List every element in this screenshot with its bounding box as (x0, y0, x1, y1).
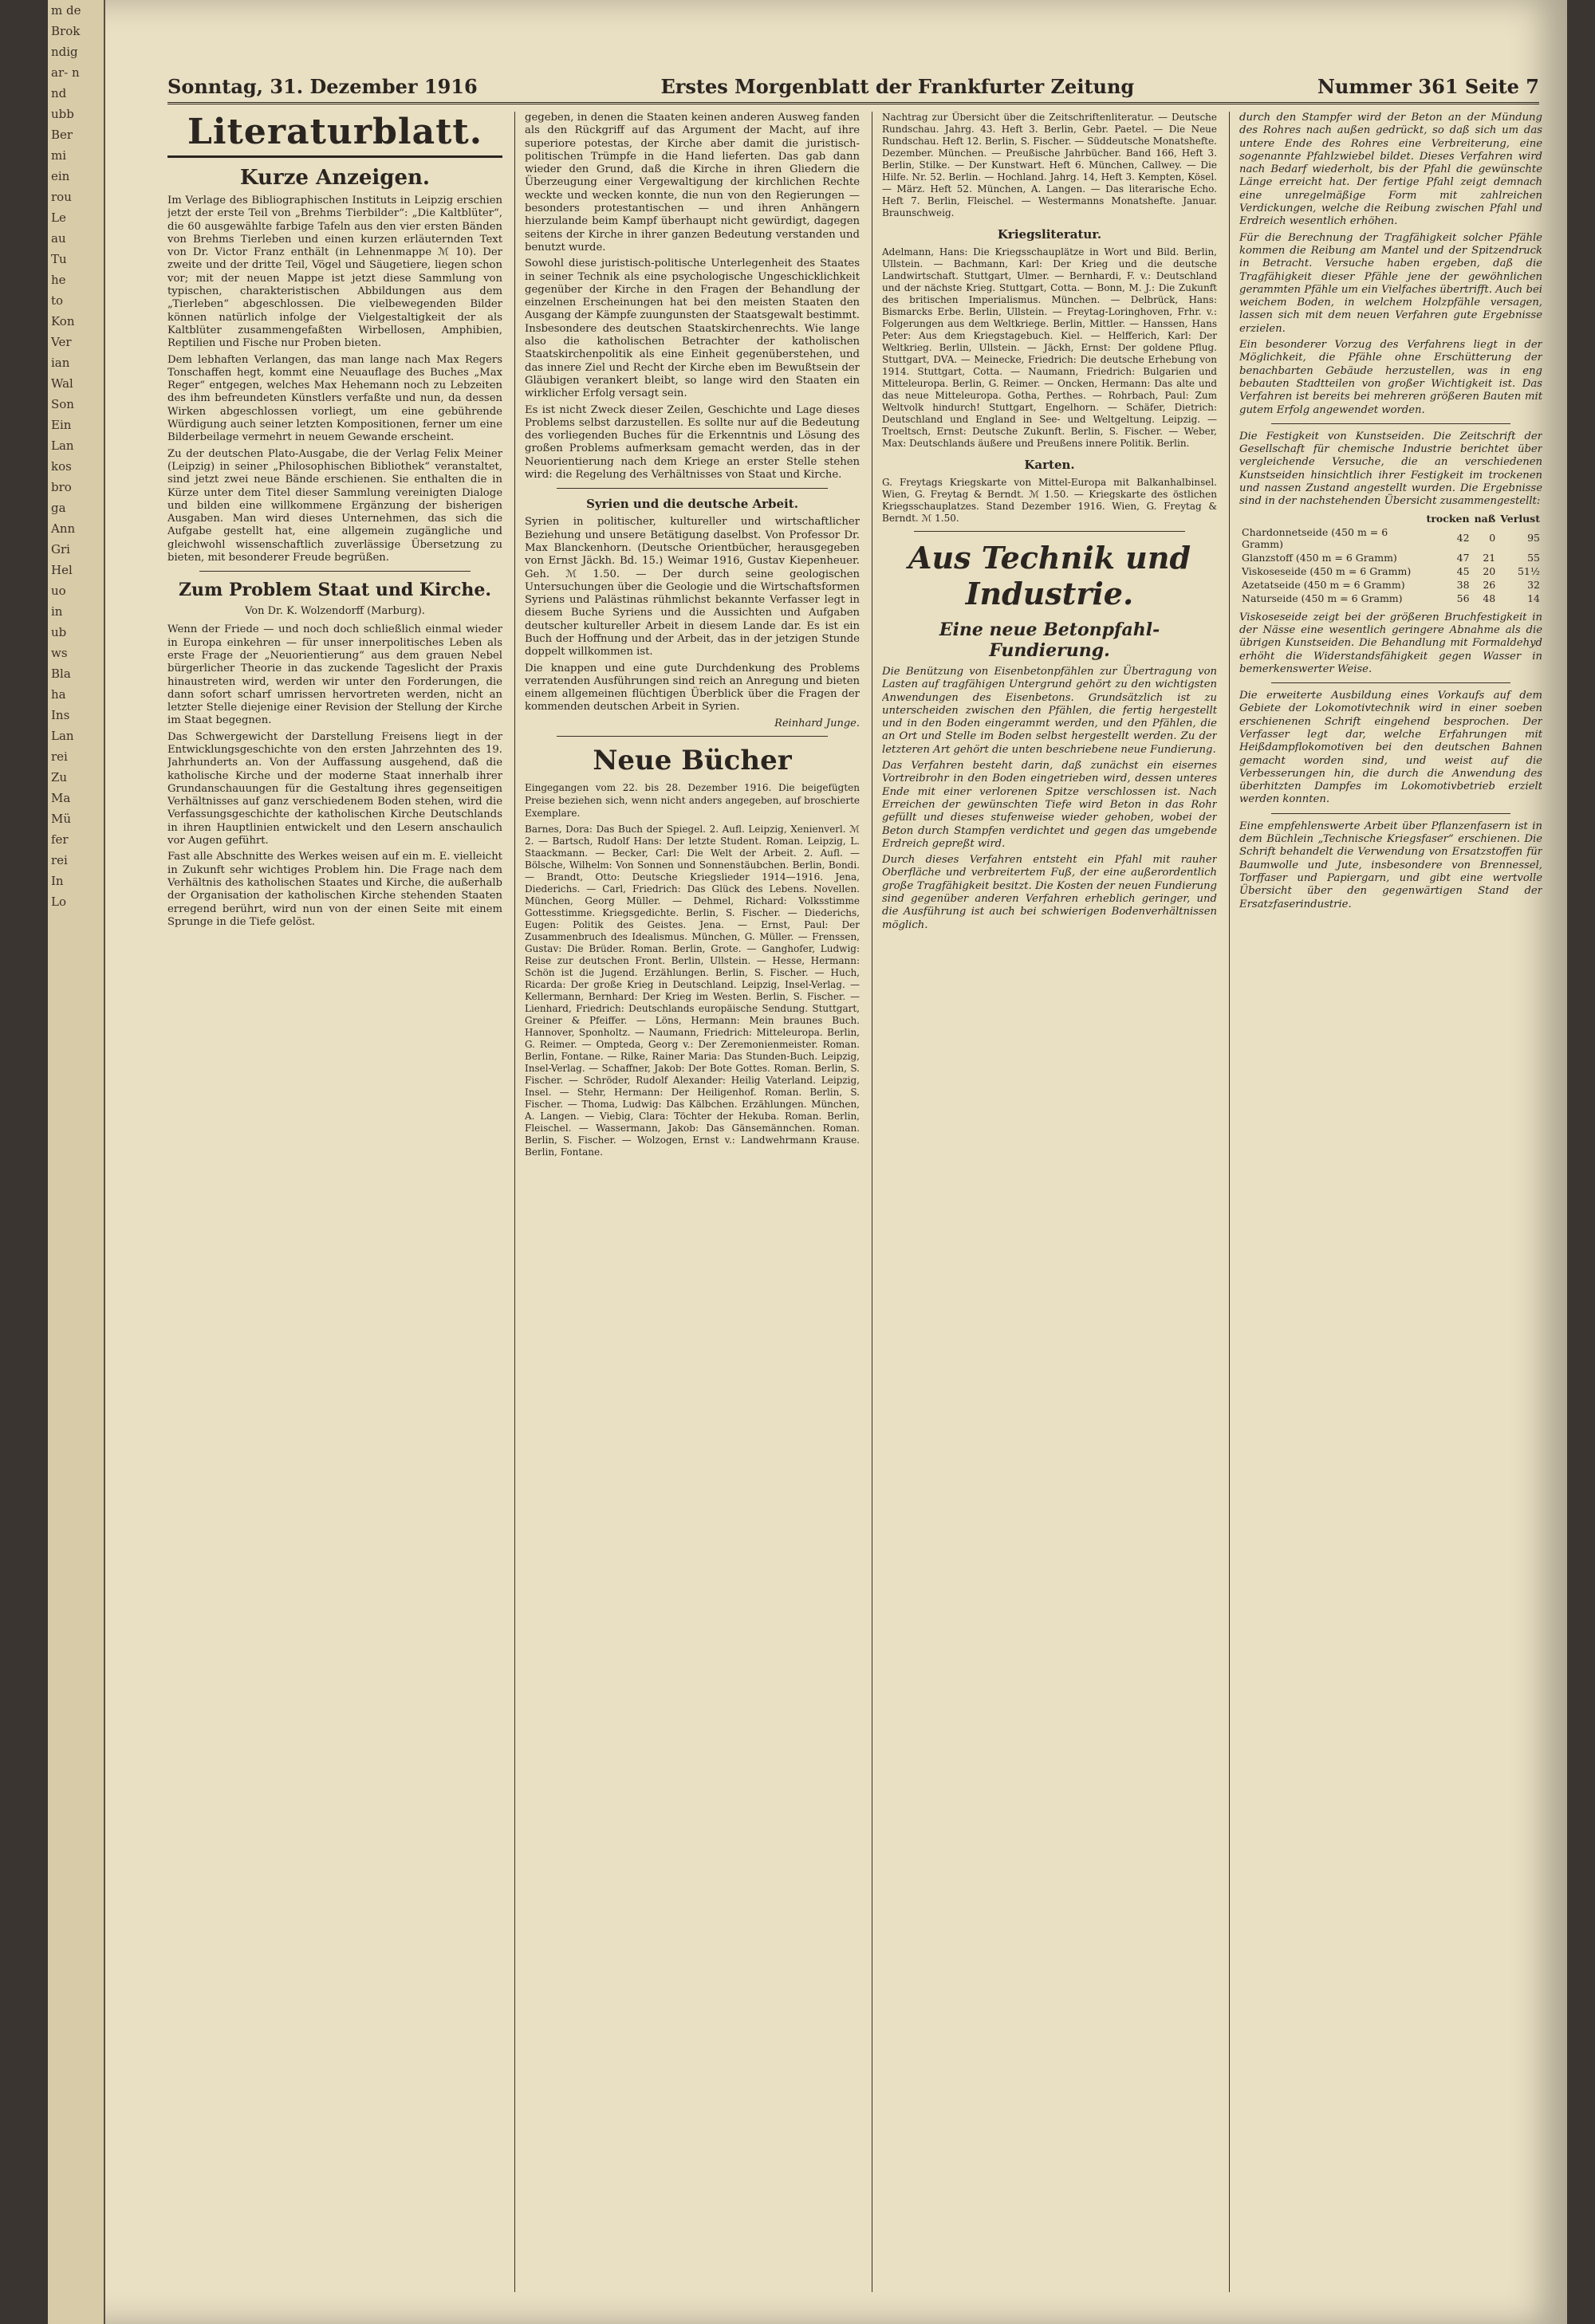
edge-text-fragment: Lan (51, 438, 74, 453)
table-cell: 51½ (1517, 564, 1540, 577)
table-row (1239, 564, 1542, 578)
table-row (1239, 551, 1542, 564)
edge-text-fragment: Ma (51, 791, 71, 805)
article-paragraph: Durch dieses Verfahren entsteht ein Pfahl mit rauher Oberfläche und verbreitertem Fuß, der eine außerordentlich große Tragfähigkeit besitzt. Die Kosten der neuen Fundierung sind gegenüber anderen Verfahren erheblich geringer, und die Ausführung ist auch bei schwierigen Bodenverhältnissen möglich. (882, 854, 1217, 931)
article-paragraph: Die Festigkeit von Kunstseiden. Die Zeitschrift der Gesellschaft für chemische Industrie berichtet über vergleichende Versuche, die an verschiedenen Kunstseiden hinsichtlich ihrer Festigkeit im trockenen und nassen Zustand angestellt wurden. Die Ergebnisse sind in der nachstehenden Übersicht zusammengestellt: (1239, 430, 1542, 508)
edge-text-fragment: uo (51, 584, 66, 598)
table-row (1239, 578, 1542, 592)
divider (1271, 423, 1510, 424)
heading-technik-industrie: Aus Technik und Industrie. (908, 540, 1191, 611)
article-paragraph: Ein besonderer Vorzug des Verfahrens liegt in der Möglichkeit, die Pfähle ohne Erschütterung der benachbarten Gebäude herzustellen, was in eng bebauten Stadtteilen von großer Wichtigkeit ist. Das Verfahren ist bereits bei mehreren größeren Bauten mit gutem Erfolg angewendet worden. (1239, 339, 1542, 416)
edge-text-fragment: Ber (51, 128, 73, 142)
edge-text-fragment: Wal (51, 376, 73, 391)
heading-betonpfahl: Eine neue Betonpfahl-Fundierung. (939, 619, 1160, 661)
table-cell: 56 (1456, 592, 1470, 604)
edge-text-fragment: Hel (51, 563, 73, 577)
article-paragraph: Fast alle Abschnitte des Werkes weisen auf ein m. E. vielleicht in Zukunft sehr wichtiges Problem hin. Die Frage nach dem Verhältnis des katholischen Staates und Kirche, die außerhalb der Organisation der katholischen Kirche stehenden Staaten erregend berührt, wird nun von der einen Seite mit einem Sprunge in die Tiefe gelöst. (167, 851, 502, 928)
karten-list: G. Freytags Kriegskarte von Mittel-Europa mit Balkanhalbinsel. Wien, G. Freytag & Berndt. ℳ 1.50. — Kriegskarte des östlichen Kriegsschauplatzes. Stand Dezember 1916. Wien, G. Freytag & Berndt. ℳ 1.50. (882, 477, 1217, 524)
column-3 (882, 112, 1217, 2292)
edge-text-fragment: au (51, 231, 66, 246)
article-paragraph: durch den Stampfer wird der Beton an der Mündung des Rohres nach außen gedrückt, so daß sich um das untere Ende des Rohres eine Verbreiterung, eine sogenannte Pfahlzwiebel bildet. Dieses Verfahren wird nach Bedarf wiederholt, bis der Pfahl die gewünschte Länge erreicht hat. Der fertige Pfahl zeigt demnach eine unregelmäßige Form mit zahlreichen Verdickungen, welche die Reibung zwischen Pfahl und Erdreich wesentlich erhöhen. (1239, 112, 1542, 228)
header-issue: Nummer 361 Seite 7 (1317, 74, 1539, 98)
table-row (1239, 592, 1542, 605)
table-cell: 21 (1483, 551, 1496, 564)
zeitschriften-list: Nachtrag zur Übersicht über die Zeitschriftenliteratur. — Deutsche Rundschau. Jahrg. 43. Heft 3. Berlin, Gebr. Paetel. — Die Neue Rundschau. Heft 12. Berlin, S. Fischer. — Süddeutsche Monatshefte. Dezember. München. — Preußische Jahrbücher. Band 166, Heft 3. Berlin, Stilke. — Der Kunstwart. Heft 6. München, Callwey. — Die Hilfe. Nr. 52. Berlin. — Hochland. Jahrg. 14, Heft 3. Kempten, Kösel. — März. Heft 52. München, A. Langen. — Das literarische Echo. Heft 7. Berlin, Fleischel. — Westermanns Monatshefte. Januar. Braunschweig. (882, 112, 1217, 218)
kriegsliteratur-list: Adelmann, Hans: Die Kriegsschauplätze in Wort und Bild. Berlin, Ullstein. — Bachmann, Karl: Der Krieg und die deutsche Landwirtschaft. Stuttgart, Ulmer. — Bernhardi, F. v.: Deutschland und der nächste Krieg. Stuttgart, Cotta. — Bonn, M. J.: Die Zukunft des britischen Imperialismus. München. — Delbrück, Hans: Bismarcks Erbe. Berlin, Ullstein. — Freytag-Loringhoven, Frhr. v.: Folgerungen aus dem Weltkriege. Berlin, Mittler. — Hanssen, Hans Peter: Aus dem Kriegstagebuch. Kiel. — Helfferich, Karl: Der Weltkrieg. Berlin, Ullstein. — Jäckh, Ernst: Der goldene Pflug. Stuttgart, DVA. — Meinecke, Friedrich: Die deutsche Erhebung von 1914. Stuttgart, Cotta. — Naumann, Friedrich: Bulgarien und Mitteleuropa. Berlin, G. Reimer. — Oncken, Hermann: Das alte und das neue Mitteleuropa. Gotha, Perthes. — Rohrbach, Paul: Zum Weltvolk hindurch! Stuttgart, Engelhorn. — Schäfer, Dietrich: Deutschland und England in See- und Weltgeltung. Leipzig. — Troeltsch, Ernst: Deutsche Zukunft. Berlin, S. Fischer. — Weber, Max: Deutschlands äußere und Preußens innere Politik. Berlin. (882, 246, 1217, 449)
article-paragraph: Viskoseseide zeigt bei der größeren Bruchfestigkeit in der Nässe eine wesentlich geringere Abnahme als die übrigen Kunstseiden. Die Behandlung mit Formaldehyd erhöht die Widerstandsfähigkeit gegen Wasser in bemerkenswerter Weise. (1239, 611, 1542, 675)
table-cell: 48 (1483, 592, 1496, 604)
edge-text-fragment: ws (51, 646, 68, 660)
article-paragraph: Dem lebhaften Verlangen, das man lange nach Max Regers Tonschaffen hegt, kommt eine Neuauflage des Buches „Max Reger“ entgegen, welches Max Hehemann noch zu Lebzeiten des ihm befreundeten Künstlers verfaßte und nun, da dessen Wirken abgeschlossen vorliegt, um eine gebührende Würdigung auch seiner letzten Kompositionen, ferner um eine Bilderbeilage vermehrt in neuem Gewande erscheint. (167, 353, 502, 444)
edge-text-fragment: Tu (51, 252, 67, 266)
masthead (167, 70, 1539, 104)
edge-text-fragment: fer (51, 832, 69, 847)
table-cell: Naturseide (450 m = 6 Gramm) (1242, 592, 1403, 604)
edge-text-fragment: Lo (51, 895, 66, 909)
edge-text-fragment: kos (51, 459, 72, 474)
header-paper-title: Erstes Morgenblatt der Frankfurter Zeitung (660, 74, 1135, 98)
edge-text-fragment: rei (51, 853, 68, 867)
edge-text-fragment: Brok (51, 24, 81, 38)
edge-text-fragment: bro (51, 480, 72, 494)
heading-problem-staat-kirche: Zum Problem Staat und Kirche. (178, 580, 491, 601)
table-cell: Azetatseide (450 m = 6 Gramm) (1242, 578, 1405, 591)
edge-text-fragment: ga (51, 501, 66, 515)
edge-text-fragment: ub (51, 625, 67, 639)
divider (1271, 682, 1510, 683)
edge-text-fragment: rei (51, 749, 68, 764)
newspaper-page (48, 0, 1567, 2324)
heading-kriegsliteratur: Kriegsliteratur. (997, 227, 1102, 242)
edge-text-fragment: ndig (51, 45, 78, 59)
heading-karten: Karten. (1024, 458, 1075, 472)
article-paragraph: gegeben, in denen die Staaten keinen anderen Ausweg fanden als den Rückgriff auf das Argument der Macht, auf ihre superiore potestas, der Kirche aber damit die juristisch-politischen Trümpfe in die Hand lieferten. Das gab dann wieder den Grund, daß die Kirche in ihren Gliedern die Überzeugung einer Vergewaltigung der kirchlichen Rechte weckte und wecken konnte, die nun von den Regierungen — besonders protestantischen — und ihren Anhängern hierzulande beim Kampf überhaupt nicht gewürdigt, dagegen seitens der Kirche in ihrer ganzen Bedeutung verstanden und benutzt wurde. (525, 112, 860, 254)
column-rule (1229, 112, 1230, 2292)
article-paragraph: Wenn der Friede — und noch doch schließlich einmal wieder in Europa einkehren — für unser innerpolitisches Leben als erste Frage der „Neuorientierung“ aus dem grauen Nebel bürgerlicher Theorie in das zuckende Tageslicht der Praxis hinaustreten wird, werden wir unter den Forderungen, die dann sofort scharf umrissen hervortreten werden, nicht an letzter Stelle diejenige einer Revision der Stellung der Kirche im Staat begegnen. (167, 623, 502, 727)
article-paragraph: Im Verlage des Bibliographischen Instituts in Leipzig erschien jetzt der erste Teil von „Brehms Tierbilder“: „Die Kaltblüter“, die 60 ausgewählte farbige Tafeln aus den vier ersten Bänden von Brehms Tierleben und einen kurzen erläuternden Text von Dr. Victor Franz enthält (in Lehnenmappe ℳ 10). Der zweite und der dritte Teil, Vögel und Säugetiere, liegen schon vor; mit der neuen Mappe ist jetzt diese Sammlung von typischen, charakteristischen Abbildungen aus dem „Tierleben“ abgeschlossen. Die vielbewegenden Bilder können natürlich infolge der Vielgestaltigkeit der als Kaltblüter zusammengefaßten Wirbellosen, Amphibien, Reptilien und Fische nur Proben bieten. (167, 195, 502, 350)
table-cell: 26 (1483, 578, 1496, 591)
festigkeit-table (1239, 512, 1542, 605)
edge-text-fragment: ubb (51, 107, 74, 121)
edge-text-fragment: Lan (51, 729, 74, 743)
table-cell: 45 (1456, 564, 1470, 577)
table-cell: 0 (1489, 532, 1496, 545)
edge-text-fragment: ar- n (51, 65, 80, 80)
table-cell: 14 (1527, 592, 1540, 604)
divider (914, 531, 1185, 532)
neue-buecher-list: Barnes, Dora: Das Buch der Spiegel. 2. Aufl. Leipzig, Xenienverl. ℳ 2. — Bartsch, Rudolf Hans: Der letzte Student. Roman. Leipzig, L. Staackmann. — Becker, Carl: Die Welt der Arbeit. 2. Aufl. — Bölsche, Wilhelm: Von Sonnen und Sonnenstäubchen. Berlin, Bondi. — Brandt, Otto: Deutsche Kriegslieder 1914—1916. Jena, Diederichs. — Carl, Friedrich: Das Glück des Lebens. Novellen. München, Georg Müller. — Dehmel, Richard: Volksstimme Gottesstimme. Kriegsgedichte. Berlin, S. Fischer. — Diederichs, Eugen: Politik des Geistes. Jena. — Ernst, Paul: Der Zusammenbruch des Idealismus. München, G. Müller. — Frenssen, Gustav: Die Brüder. Roman. Berlin, Grote. — Ganghofer, Ludwig: Reise zur deutschen Front. Berlin, Ullstein. — Hesse, Hermann: Schön ist die Jugend. Erzählungen. Berlin, S. Fischer. — Huch, Ricarda: Der große Krieg in Deutschland. Leipzig, Insel-Verlag. — Kellermann, Bernhard: Der Krieg im Westen. Berlin, S. Fischer. — Lienhard, Friedrich: Deutschlands europäische Sendung. Stuttgart, Greiner & Pfeiffer. — Löns, Hermann: Mein braunes Buch. Hannover, Sponholtz. — Naumann, Friedrich: Mitteleuropa. Berlin, G. Reimer. — Ompteda, Georg v.: Der Zeremonienmeister. Roman. Berlin, Fontane. — Rilke, Rainer Maria: Das Stunden-Buch. Leipzig, Insel-Verlag. — Schaffner, Jakob: Der Bote Gottes. Roman. Berlin, S. Fischer. — Schröder, Rudolf Alexander: Heilig Vaterland. Leipzig, Insel. — Stehr, Hermann: Der Heiligenhof. Roman. Berlin, S. Fischer. — Thoma, Ludwig: Das Kälbchen. Erzählungen. München, A. Langen. — Viebig, Clara: Töchter der Hekuba. Roman. Berlin, Fleischel. — Wassermann, Jakob: Das Gänsemännchen. Roman. Berlin, S. Fischer. — Wolzogen, Ernst v.: Landwehrmann Krause. Berlin, Fontane. (525, 823, 860, 1158)
edge-text-fragment: mi (51, 148, 67, 163)
table-cell: 42 (1456, 532, 1470, 545)
table-row (1239, 525, 1542, 551)
table-header-cell: trocken (1426, 512, 1470, 525)
heading-neue-buecher: Neue Bücher (593, 744, 792, 777)
table-cell: Viskoseseide (450 m = 6 Gramm) (1242, 564, 1412, 577)
adjacent-page-edge (48, 0, 105, 2324)
article-paragraph: Die erweiterte Ausbildung eines Vorkaufs auf dem Gebiete der Lokomotivtechnik wird in einer soeben erschienenen Schrift eingehend besprochen. Der Verfasser legt dar, welche Erfahrungen mit Heißdampflokomotiven bei den deutschen Bahnen gemacht worden sind, und weist auf die Verbesserungen hin, die durch die Anwendung des überhitzten Dampfes im Lokomotivbetrieb erzielt werden konnten. (1239, 690, 1542, 806)
edge-text-fragment: Ann (51, 521, 76, 536)
edge-text-fragment: Bla (51, 667, 71, 681)
neue-buecher-intro: Eingegangen vom 22. bis 28. Dezember 1916. Die beigefügten Preise beziehen sich, wenn nicht anders angegeben, auf broschierte Exemplare. (525, 781, 860, 820)
divider (557, 488, 828, 489)
article-paragraph: Sowohl diese juristisch-politische Unterlegenheit des Staates in seiner Technik als eine psychologische Ungeschicklichkeit gegenüber der Kirche in den Fragen der Behandlung der einzelnen Erscheinungen hat bei den meisten Staaten den Ausgang der Kämpfe zuungunsten der Staatsgewalt bestimmt. Insbesondere des deutschen Staatskirchenrechts. Wie lange also die katholischen Betrachter der katholischen Staatskirchenpolitik als eine Einheit gegenüberstehen, und das innere Ziel und Recht der Kirche eben im Bewußtsein der Gläubigen verankert bleibt, so lange wird den Staaten ein wirklicher Erfolg versagt sein. (525, 258, 860, 400)
table-cell: 47 (1456, 551, 1470, 564)
edge-text-fragment: he (51, 273, 66, 287)
table-cell: 32 (1527, 578, 1540, 591)
table-cell: 20 (1483, 564, 1496, 577)
table-header-cell (1239, 512, 1424, 525)
divider (557, 736, 828, 737)
article-paragraph: Das Verfahren besteht darin, daß zunächst ein eisernes Vortreibrohr in den Boden eingetrieben wird, dessen unteres Ende mit einer verlorenen Spitze verschlossen ist. Nach Erreichen der gewünschten Tiefe wird Beton in das Rohr gefüllt und dieses stufenweise wieder gehoben, wobei der Beton durch Stampfen verdichtet und gegen das umgebende Erdreich gepreßt wird. (882, 760, 1217, 850)
edge-text-fragment: Ins (51, 708, 70, 722)
article-paragraph: Zu der deutschen Plato-Ausgabe, die der Verlag Felix Meiner (Leipzig) in seiner „Philosophischen Bibliothek“ veranstaltet, sind jetzt zwei neue Bände erschienen. Sie enthalten die in Kürze unter dem Titel dieser Sammlung vereinigten Dialoge und bilden eine willkommene Ergänzung der bisherigen Ausgaben. Man wird dieses Unternehmen, das sich die Aufgabe gestellt hat, eine allgemein zugängliche und gleichwohl wissenschaftlich zuverlässige Übersetzung zu bieten, mit besonderer Freude begrüßen. (167, 447, 502, 564)
edge-text-fragment: Son (51, 397, 74, 411)
column-2 (525, 112, 860, 2292)
divider (1271, 813, 1510, 814)
column-1 (167, 112, 502, 2292)
signature: Reinhard Junge. (774, 717, 860, 729)
edge-text-fragment: In (51, 874, 64, 888)
edge-text-fragment: ein (51, 169, 70, 183)
edge-text-fragment: ian (51, 356, 70, 370)
article-paragraph: Die Benützung von Eisenbetonpfählen zur Übertragung von Lasten auf tragfähigen Untergrund gehört zu den wichtigsten Anwendungen des Eisenbetons. Grundsätzlich ist zu unterscheiden zwischen den Pfählen, die fertig hergestellt und in den Boden eingerammt werden, und den Pfählen, die an Ort und Stelle im Boden selbst hergestellt werden. Zu der letzteren Art gehört die unten beschriebene neue Fundierung. (882, 666, 1217, 756)
table-cell: 95 (1527, 532, 1540, 545)
edge-text-fragment: m de (51, 3, 81, 18)
article-paragraph: Das Schwergewicht der Darstellung Freisens liegt in der Entwicklungsgeschichte von den ersten Jahrzehnten des 19. Jahrhunderts an. Von der Auffassung ausgehend, daß die katholische Kirche und der moderne Staat innerhalb ihrer Grundanschauungen für die Gestaltung ihres gegenseitigen Verhältnisses auf ganz verschiedenem Boden stehen, wird die Verfassungsgeschichte der katholischen Kirche Deutschlands in ihren Hauptlinien entwickelt und den Lesern anschaulich vor Augen geführt. (167, 730, 502, 847)
article-paragraph: Die knappen und eine gute Durchdenkung des Problems verratenden Ausführungen sind reich an Anregung und bieten einem allgemeinen flüchtigen Überblick über die Fragen der kommenden deutschen Arbeit in Syrien. (525, 662, 860, 714)
header-date: Sonntag, 31. Dezember 1916 (167, 74, 478, 98)
edge-text-fragment: Kon (51, 314, 75, 328)
edge-text-fragment: Le (51, 210, 66, 225)
divider (199, 571, 471, 572)
article-paragraph: Für die Berechnung der Tragfähigkeit solcher Pfähle kommen die Reibung am Mantel und der Spitzendruck in Betracht. Versuche haben ergeben, daß die Tragfähigkeit dieser Pfähle jene der gewöhnlichen gerammten Pfähle um ein Vielfaches übertrifft. Auch bei weichem Boden, in welchem Holzpfähle versagen, lassen sich mit dem neuen Verfahren gute Ergebnisse erzielen. (1239, 231, 1542, 335)
byline: Von Dr. K. Wolzendorff (Marburg). (245, 605, 425, 618)
article-paragraph: Eine empfehlenswerte Arbeit über Pflanzenfasern ist in dem Büchlein „Technische Kriegsfaser“ erschienen. Die Schrift behandelt die Verwendung von Ersatzstoffen für Baumwolle und Jute, insbesondere von Brennessel, Torffaser und Papiergarn, und gibt eine wertvolle Übersicht über den gegenwärtigen Stand der Ersatzfaserindustrie. (1239, 820, 1542, 910)
table-header-cell: Verlust (1500, 512, 1540, 525)
edge-text-fragment: to (51, 293, 64, 308)
edge-text-fragment: Ein (51, 418, 72, 432)
edge-text-fragment: rou (51, 190, 72, 204)
heading-syrien: Syrien und die deutsche Arbeit. (586, 497, 798, 512)
article-paragraph: Syrien in politischer, kultureller und wirtschaftlicher Beziehung und unsere Betätigung daselbst. Von Professor Dr. Max Blanckenhorn. (Deutsche Orientbücher, herausgegeben von Ernst Jäckh. Bd. 15.) Weimar 1916, Gustav Kiepenheuer. Geh. ℳ 1.50. — Der durch seine geologischen Untersuchungen über die Geologie und die Wirtschaftsformen Syriens und Palästinas rühmlichst bekannte Verfasser legt in diesem Buche Syriens und die Aussichten und Aufgaben deutscher kultureller Arbeit in diesem Lande dar. Es ist ein Buch der Hoffnung und der Arbeit, das in der jetzigen Stunde doppelt willkommen ist. (525, 516, 860, 659)
section-title-literaturblatt: Literaturblatt. (167, 112, 502, 158)
table-cell: Chardonnetseide (450 m = 6 Gramm) (1242, 525, 1388, 550)
table-cell: Glanzstoff (450 m = 6 Gramm) (1242, 551, 1397, 564)
column-rule (514, 112, 515, 2292)
edge-text-fragment: ha (51, 687, 66, 702)
table-header-cell: naß (1474, 512, 1496, 525)
heading-kurze-anzeigen: Kurze Anzeigen. (240, 166, 430, 190)
article-paragraph: Es ist nicht Zweck dieser Zeilen, Geschichte und Lage dieses Problems selbst darzustellen. Es sollte nur auf die Bedeutung des vorliegenden Buches für die Erkenntnis und Lösung des großen Problems aufmerksam gemacht werden, das in der Neuorientierung nach dem Kriege an erster Stelle stehen wird: die Regelung des Verhältnisses von Staat und Kirche. (525, 403, 860, 482)
column-4 (1239, 112, 1542, 2292)
edge-text-fragment: nd (51, 86, 67, 100)
edge-text-fragment: Zu (51, 770, 68, 784)
edge-text-fragment: Ver (51, 335, 72, 349)
table-cell: 55 (1527, 551, 1540, 564)
edge-text-fragment: Mü (51, 812, 72, 826)
edge-text-fragment: Gri (51, 542, 70, 556)
table-cell: 38 (1456, 578, 1470, 591)
edge-text-fragment: in (51, 604, 63, 619)
